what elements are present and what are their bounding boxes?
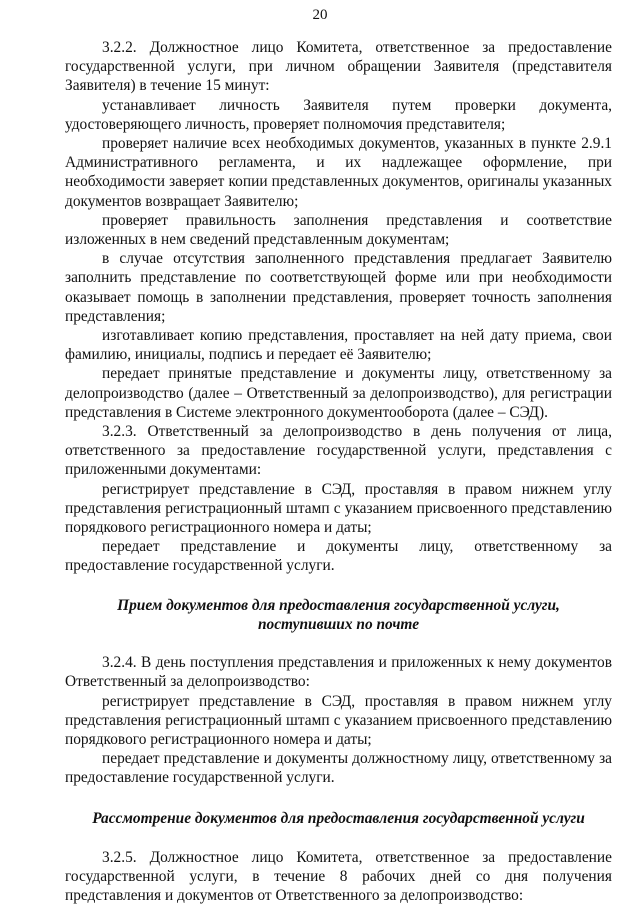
paragraph-copy-issue: изготавливает копию представления, проставляет на ней дату приема, свои фамилию, инициалы, подпись и передает её Заявителю; [65,327,612,364]
paragraph-documents-check: проверяет наличие всех необходимых документов, указанных в пункте 2.9.1 Административного регламента, и их надлежащее оформление, при необходимости заверяет копии представленных документов, оригиналы указанных документов возвращает Заявителю; [65,135,612,210]
heading-line: Прием документов для предоставления государственной услуги, [117,596,560,614]
paragraph-identity-check: устанавливает личность Заявителя путем проверки документа, удостоверяющего личность, проверяет полномочия представителя; [65,96,612,133]
paragraph-handover-official: передает представление и документы должностному лицу, ответственному за предоставление государственной услуги. [65,750,612,787]
section-heading-documents-review [65,809,612,828]
heading-line: Рассмотрение документов для предоставления государственной услуги [92,809,585,827]
section-heading-mail-reception [65,596,612,634]
paragraph-3-2-3: 3.2.3. Ответственный за делопроизводство в день получения от лица, ответственного за предоставление государственной услуги, представления с приложенными документами: [65,423,612,479]
paragraph-form-assistance: в случае отсутствия заполненного представления предлагает Заявителю заполнить представление по соответствующей форме или при необходимости оказывает помощь в заполнении представления, проверяет точность заполнения представления; [65,250,612,325]
paragraph-3-2-2: 3.2.2. Должностное лицо Комитета, ответственное за предоставление государственной услуги, при личном обращении Заявителя (представителя Заявителя) в течение 15 минут: [65,39,612,95]
paragraph-3-2-5: 3.2.5. Должностное лицо Комитета, ответственное за предоставление государственной услуги, в течение 8 рабочих дней со дня получения представления и документов от Ответственного за делопроизводство: [65,848,612,905]
page-number: 20 [312,7,328,23]
paragraph-register-sed-mail: регистрирует представление в СЭД, проставляя в правом нижнем углу представления регистрационный штамп с указанием присвоенного представлению порядкового регистрационного номера и даты; [65,692,612,748]
paragraph-handover-responsible: передает представление и документы лицу, ответственному за предоставление государственной услуги. [65,538,612,575]
paragraph-register-sed: регистрирует представление в СЭД, проставляя в правом нижнем углу представления регистрационный штамп с указанием присвоенного представлению порядкового регистрационного номера и даты; [65,480,612,537]
paragraph-handover-registration: передает принятые представление и документы лицу, ответственному за делопроизводство (далее – Ответственный за делопроизводство), для регистрации представления в Системе электронного документооборота (далее – СЭД). [65,365,612,421]
heading-line: поступивших по почте [257,615,420,633]
paragraph-3-2-4: 3.2.4. В день поступления представления и приложенных к нему документов Ответственный за делопроизводство: [65,654,612,691]
document-body [65,38,612,905]
paragraph-form-check: проверяет правильность заполнения представления и соответствие изложенных в нем сведений представленным документам; [65,211,612,249]
